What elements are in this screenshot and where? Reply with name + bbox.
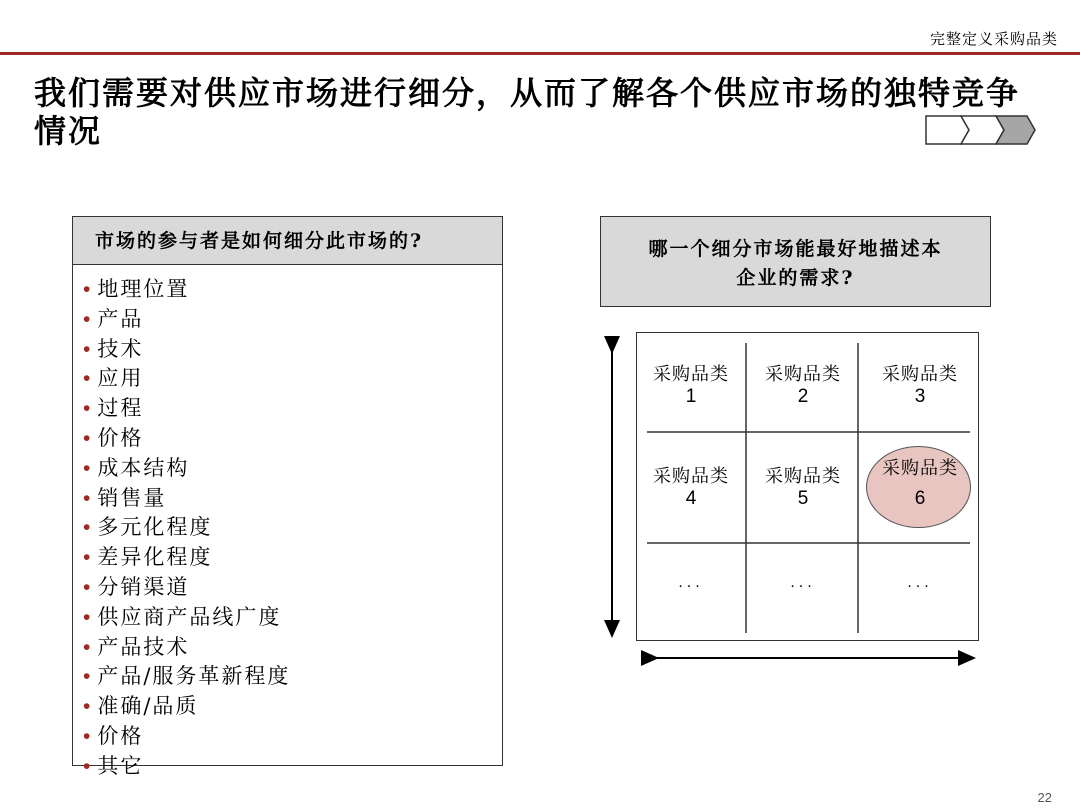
list-item: • 分销渠道 (83, 574, 190, 599)
bullet-icon: • (83, 337, 93, 361)
bullet-icon: • (83, 307, 93, 331)
matrix-cell-2: 采购品类 2 (765, 364, 841, 407)
bullet-icon: • (83, 546, 93, 570)
matrix-cell-ellipsis: ... (790, 574, 816, 591)
page-title: 我们需要对供应市场进行细分，从而了解各个供应市场的独特竞争情况 (34, 74, 1021, 150)
question-line-2: 企业的需求? (736, 267, 855, 289)
list-item: • 其它 (83, 753, 144, 778)
bullet-icon: • (83, 367, 93, 391)
question-box (600, 216, 991, 307)
list-item: • 多元化程度 (83, 515, 213, 540)
bullet-icon: • (83, 397, 93, 421)
matrix-cell-4: 采购品类 4 (653, 466, 729, 509)
bullet-icon: • (83, 278, 93, 301)
list-item: • 技术 (83, 336, 144, 361)
bullet-icon: • (83, 486, 93, 510)
matrix-cell-3: 采购品类 3 (882, 364, 958, 407)
matrix-cell-ellipsis: ... (907, 574, 933, 591)
list-item: • 成本结构 (83, 455, 190, 480)
list-item: • 地理位置 (83, 277, 190, 301)
page-number: 22 (1037, 790, 1052, 805)
segmentation-criteria-heading: 市场的参与者是如何细分此市场的? (73, 217, 502, 265)
matrix-cell-1: 采购品类 1 (653, 364, 729, 407)
list-item: • 过程 (83, 396, 144, 421)
matrix-cell-5: 采购品类 5 (765, 466, 841, 509)
list-item: • 产品 (83, 306, 144, 331)
bullet-icon: • (83, 695, 93, 719)
criteria-list (83, 275, 290, 782)
header-rule (0, 52, 1080, 55)
bullet-icon: • (83, 456, 93, 480)
bullet-icon: • (83, 516, 93, 540)
list-item: • 应用 (83, 366, 144, 391)
list-item: • 价格 (83, 723, 144, 748)
bullet-icon: • (83, 575, 93, 599)
segmentation-criteria-panel (72, 216, 503, 778)
matrix-cell-6-highlighted: 采购品类 6 (882, 458, 958, 509)
list-item: • 准确/品质 (83, 694, 199, 719)
progress-chevrons (925, 114, 1037, 146)
list-item: • 价格 (83, 425, 144, 450)
bullet-icon: • (83, 665, 93, 689)
matrix-cell-ellipsis: ... (678, 574, 704, 591)
list-item: • 销售量 (83, 485, 167, 510)
section-tag: 完整定义采购品类 (929, 30, 1058, 48)
bullet-icon: • (83, 635, 93, 659)
list-item: • 供应商产品线广度 (83, 604, 282, 629)
bullet-icon: • (83, 605, 93, 629)
list-item: • 产品技术 (83, 634, 190, 659)
bullet-icon: • (83, 724, 93, 748)
list-item: • 差异化程度 (83, 545, 213, 570)
bullet-icon: • (83, 426, 93, 450)
bullet-icon: • (83, 754, 93, 778)
question-line-1: 哪一个细分市场能最好地描述本 (648, 238, 943, 260)
list-item: • 产品/服务革新程度 (83, 664, 291, 689)
